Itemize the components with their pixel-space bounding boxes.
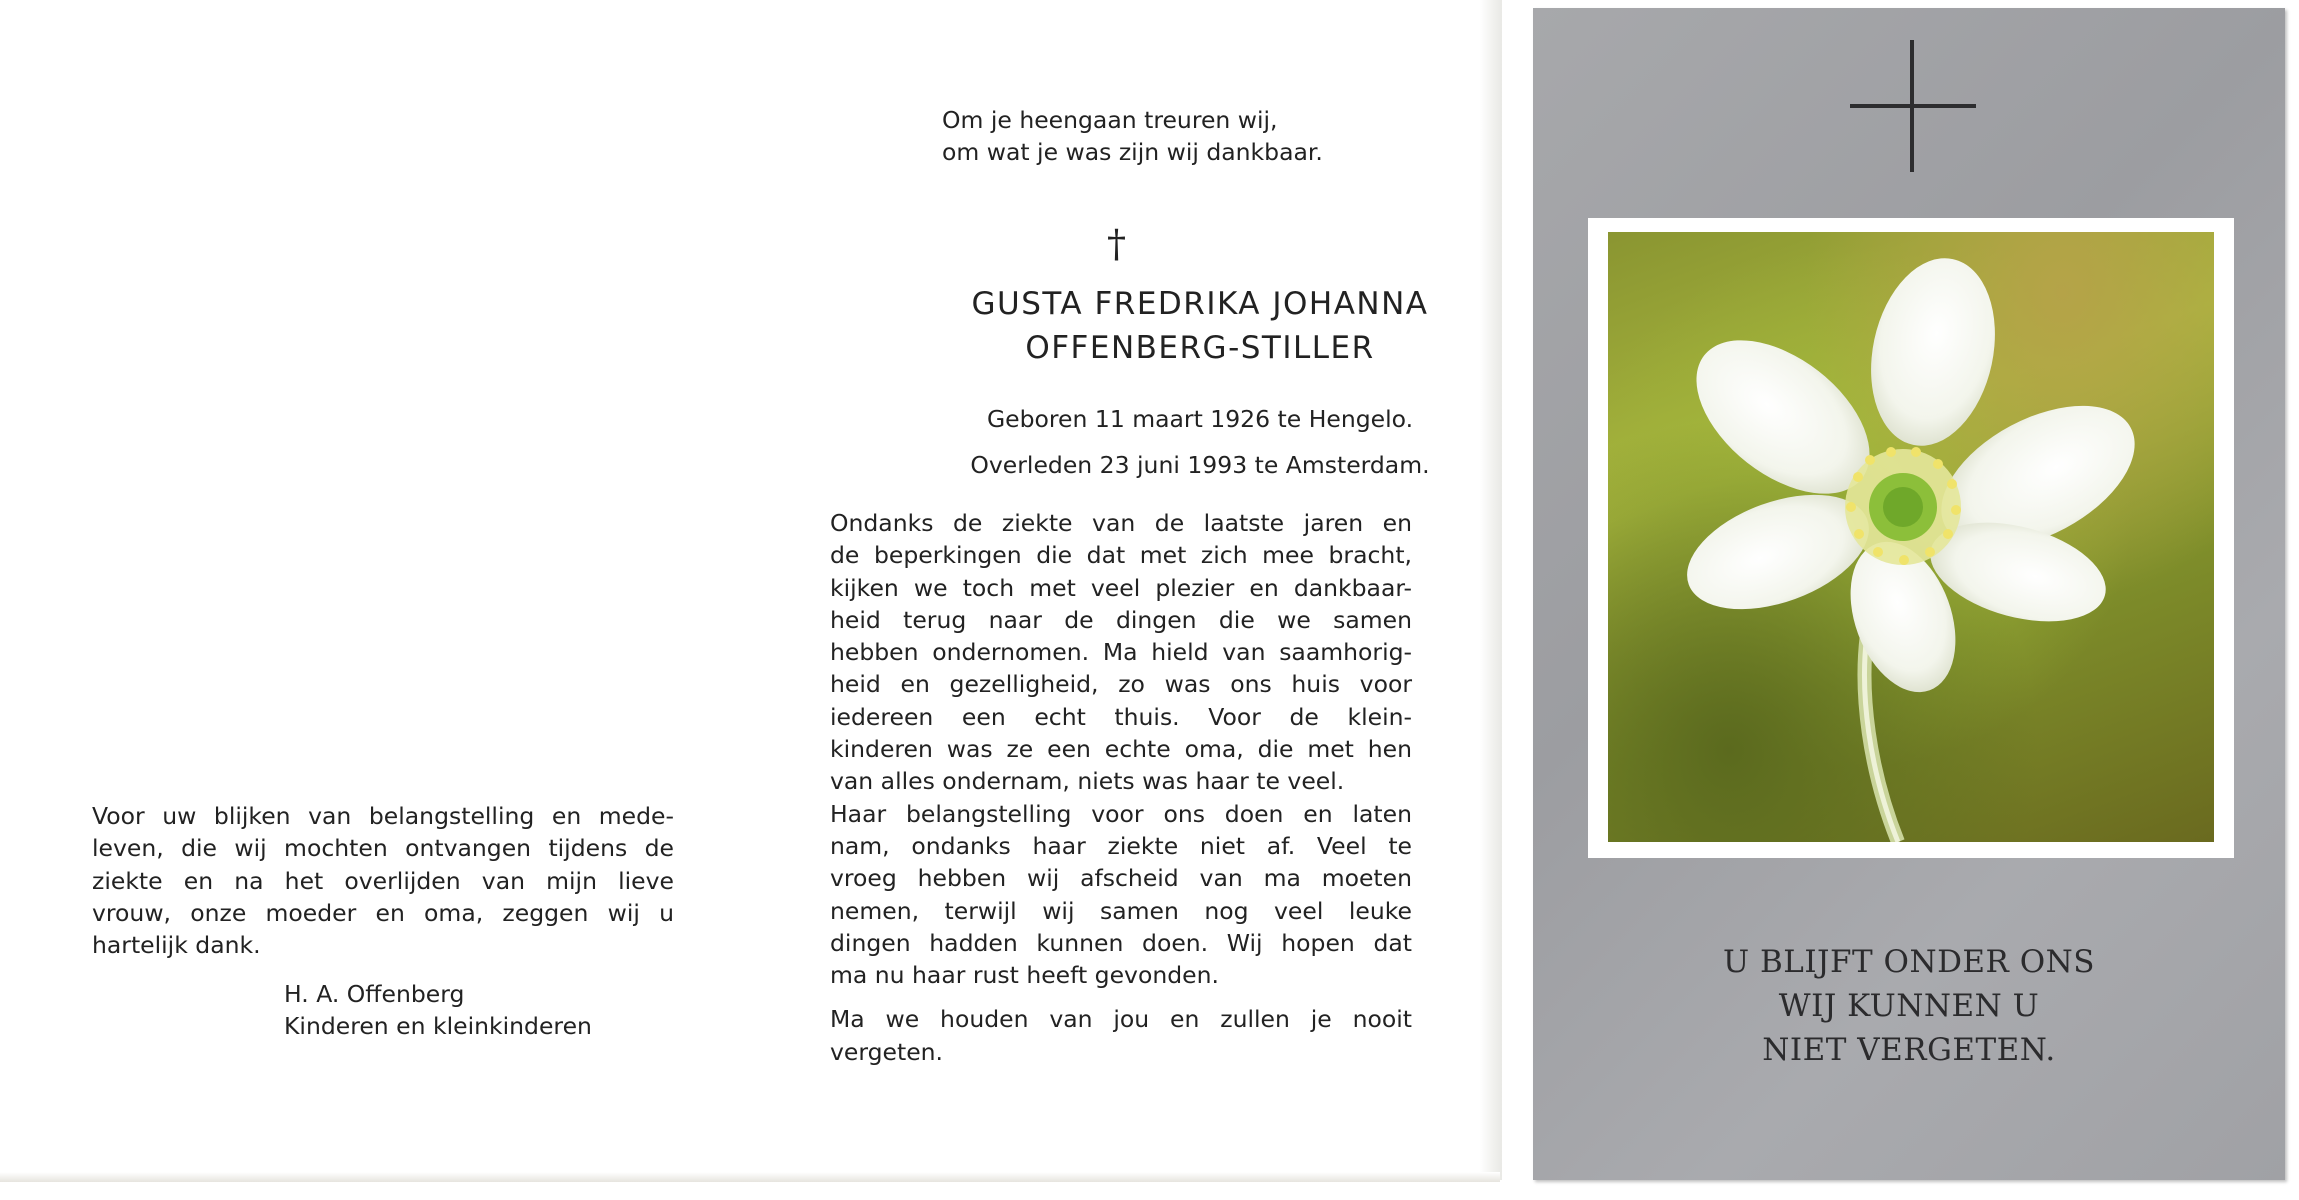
signature-family: Kinderen en kleinkinderen [284,1012,592,1040]
story-line: nemen, terwijl wij samen nog veel leuke [830,896,1412,925]
story-line: ma nu haar rust heeft gevonden. [830,961,1219,990]
memorial-text [830,507,1412,1068]
story-line: heid en gezelligheid, zo was ons huis voor [830,670,1412,699]
card-fold [1480,0,1502,1180]
motto-line: NIET VERGETEN. [1762,1032,2056,1068]
motto-line: WIJ KUNNEN U [1778,988,2040,1024]
thanks-line: Voor uw blijken van belangstelling en mede- [92,802,674,830]
thanks-line: hartelijk dank. [92,931,261,960]
cross-icon-bar [1850,104,1976,108]
motto-line: U BLIJFT ONDER ONS [1722,944,2096,980]
story-line: iedereen een echt thuis. Voor de klein- [830,702,1412,731]
story-line: kinderen was ze een echte oma, die met hen [830,735,1412,764]
birth-date: Geboren 11 maart 1926 te Hengelo. [986,405,1414,433]
thanks-text [92,800,674,961]
thanks-line: leven, die wij mochten ontvangen tijdens de [92,834,674,863]
story-line: van alles ondernam, niets was haar te veel. [830,767,1345,796]
story-line: kijken we toch met veel plezier en dankbaar- [830,573,1412,602]
story-line: heid terug naar de dingen die we samen [830,605,1412,634]
death-date: Overleden 23 juni 1993 te Amsterdam. [970,451,1430,479]
card-motto [1533,940,2285,1072]
name-line: GUSTA FREDRIKA JOHANNA [971,286,1429,322]
poem [942,104,1323,168]
life-dates [840,396,1560,488]
story-line: hebben ondernomen. Ma hield van saamhorig- [830,638,1412,667]
anemone-flower-photo [1608,232,2214,842]
signature [284,978,592,1042]
thanks-line: vrouw, onze moeder en oma, zeggen wij u [92,898,674,927]
story-line: vroeg hebben wij afscheid van ma moeten [830,864,1412,893]
poem-line: Om je heengaan treuren wij, [942,106,1278,134]
dagger-cross-icon: † [1107,222,1126,266]
flower-icon [1608,232,2214,842]
signature-name: H. A. Offenberg [284,980,465,1008]
closing-line: Ma we houden van jou en zullen je nooit [830,1005,1412,1034]
story-line: Haar belangstelling voor ons doen en laten [830,799,1412,828]
story-line: Ondanks de ziekte van de laatste jaren en [830,509,1412,537]
story-line: de beperkingen die dat met zich mee bracht, [830,541,1412,570]
thanks-line: ziekte en na het overlijden van mijn lieve [92,866,674,895]
paper-edge [0,1172,1500,1182]
story-line: dingen hadden kunnen doen. Wij hopen dat [830,928,1412,957]
poem-line: om wat je was zijn wij dankbaar. [942,138,1323,166]
name-line: OFFENBERG-STILLER [1025,330,1375,366]
story-line: nam, ondanks haar ziekte niet af. Veel te [830,831,1412,860]
deceased-name [840,282,1560,370]
closing-line: vergeten. [830,1037,944,1066]
